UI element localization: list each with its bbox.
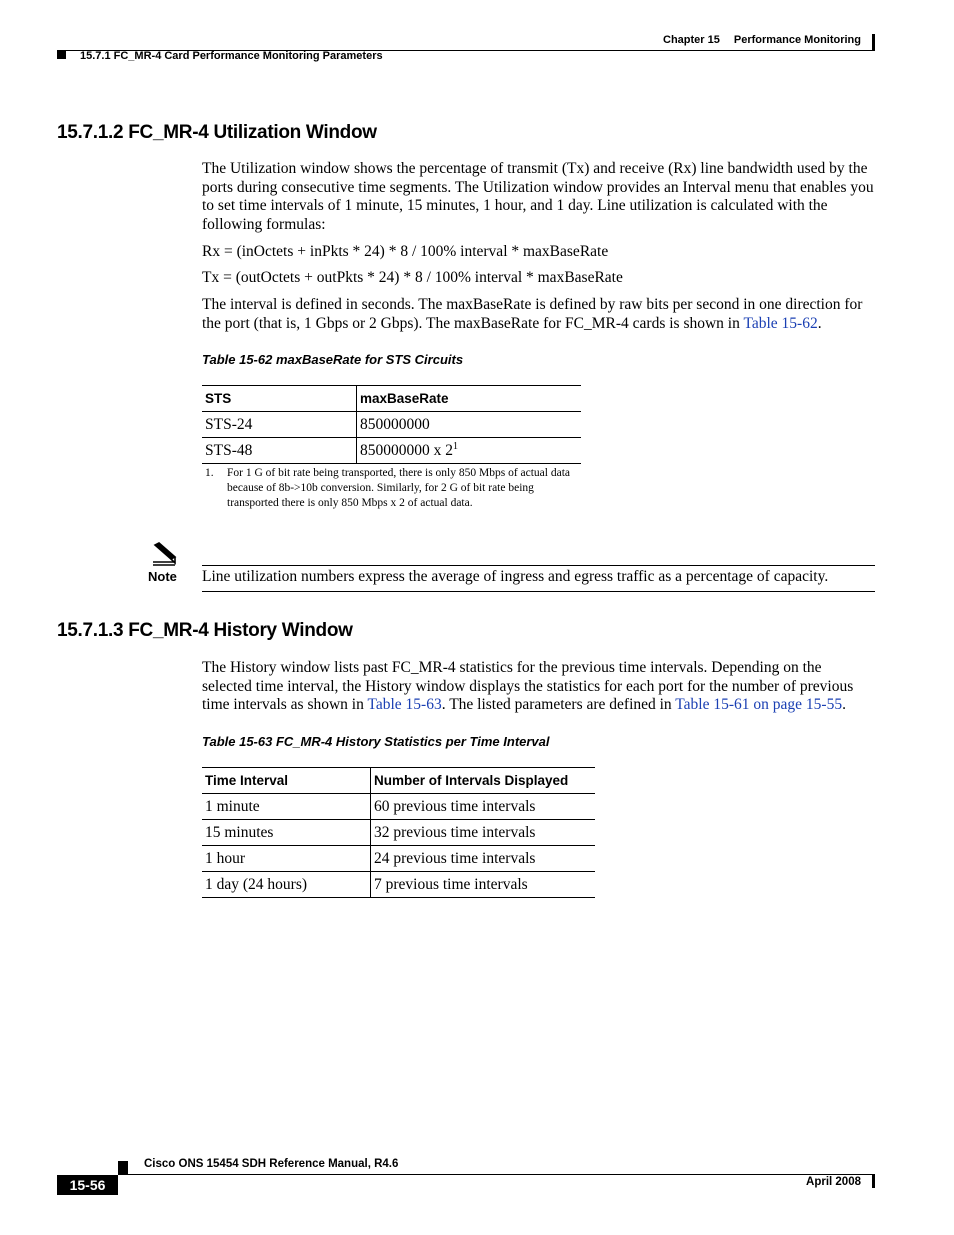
- table-cell: STS-48: [202, 438, 357, 464]
- table-cell: 60 previous time intervals: [371, 794, 596, 820]
- history-paragraph-end: .: [842, 696, 846, 714]
- chapter-title: Performance Monitoring: [733, 34, 861, 46]
- column-header: maxBaseRate: [357, 386, 582, 412]
- chapter-number: Chapter 15: [663, 34, 720, 46]
- table-cell: 7 previous time intervals: [371, 872, 596, 898]
- running-header-chapter: [663, 34, 861, 46]
- note-rule-top: [202, 565, 875, 566]
- table-cell: 32 previous time intervals: [371, 820, 596, 846]
- table-cell: 24 previous time intervals: [371, 846, 596, 872]
- table-15-63-link[interactable]: Table 15-63: [367, 696, 442, 714]
- table-row: [202, 794, 595, 820]
- column-header: Number of Intervals Displayed: [371, 768, 596, 794]
- table-62: [202, 385, 581, 464]
- pencil-icon: [150, 541, 178, 567]
- table-cell: STS-24: [202, 412, 357, 438]
- table-63-caption: Table 15-63 FC_MR-4 History Statistics per Time Interval: [202, 734, 550, 749]
- table-15-61-link[interactable]: Table 15-61 on page 15-55: [675, 696, 843, 714]
- interval-paragraph-end: .: [817, 314, 822, 332]
- header-marker: [57, 50, 66, 59]
- history-paragraph-mid: . The listed parameters are defined in: [441, 696, 676, 714]
- table-cell: 1 minute: [202, 794, 371, 820]
- history-paragraph: [202, 659, 874, 715]
- table-header-row: [202, 386, 581, 412]
- table-row: [202, 412, 581, 438]
- table-cell: [357, 438, 582, 464]
- interval-paragraph-text: The interval is defined in seconds. The maxBaseRate is defined by raw bits per second in one direction for the port (that is, 1 Gbps or 2 Gbps). The maxBaseRate for FC_MR-4 cards is shown in: [202, 296, 863, 332]
- formula-rx: Rx = (inOctets + inPkts * 24) * 8 / 100% interval * maxBaseRate: [202, 243, 609, 260]
- interval-paragraph: [202, 296, 874, 333]
- footer-date: April 2008: [806, 1176, 861, 1188]
- note-text: Line utilization numbers express the average of ingress and egress traffic as a percentage of capacity.: [202, 568, 829, 585]
- running-header-section: 15.7.1 FC_MR-4 Card Performance Monitoring Parameters: [80, 50, 383, 62]
- table-15-62-link[interactable]: Table 15-62: [743, 314, 818, 332]
- note-label: Note: [148, 569, 177, 584]
- section-heading-utilization: 15.7.1.2 FC_MR-4 Utilization Window: [57, 122, 377, 143]
- column-header: STS: [202, 386, 357, 412]
- footer-bar: [872, 1174, 875, 1188]
- table-cell: 1 day (24 hours): [202, 872, 371, 898]
- history-paragraph-text: The History window lists past FC_MR-4 statistics for the previous time intervals. Depending on the selected time interval, the History window displays the statistics for each port for the number of previous time intervals as shown in: [202, 659, 854, 714]
- table-row: [202, 438, 581, 464]
- footnote-text: For 1 G of bit rate being transported, there is only 850 Mbps of actual data because of 8b->10b conversion. Similarly, for 2 G of bit rate being transported there is only 850 Mbps x 2 of actual data.: [227, 467, 571, 509]
- footnote-reference: 1: [453, 440, 458, 452]
- table-62-caption: Table 15-62 maxBaseRate for STS Circuits: [202, 352, 464, 367]
- table-cell-value: 850000000 x 2: [360, 441, 453, 459]
- table-row: [202, 872, 595, 898]
- page-number: 15-56: [57, 1175, 118, 1195]
- table-63: [202, 767, 595, 898]
- footer-marker: [118, 1161, 128, 1174]
- footer-rule: [118, 1174, 875, 1175]
- table-cell: 1 hour: [202, 846, 371, 872]
- formula-tx: Tx = (outOctets + outPkts * 24) * 8 / 100% interval * maxBaseRate: [202, 269, 623, 286]
- section-heading-history: 15.7.1.3 FC_MR-4 History Window: [57, 620, 353, 641]
- table-header-row: [202, 768, 595, 794]
- table-cell: 850000000: [357, 412, 582, 438]
- table-cell: 15 minutes: [202, 820, 371, 846]
- footer-manual-title: Cisco ONS 15454 SDH Reference Manual, R4.6: [144, 1158, 399, 1170]
- column-header: Time Interval: [202, 768, 371, 794]
- table-row: [202, 846, 595, 872]
- note-rule-bottom: [202, 591, 875, 592]
- header-bar: [872, 34, 875, 51]
- table-footnote: [205, 466, 585, 511]
- table-row: [202, 820, 595, 846]
- footnote-number: 1.: [205, 467, 214, 479]
- utilization-paragraph: The Utilization window shows the percentage of transmit (Tx) and receive (Rx) line bandwidth used by the ports during consecutive time segments. The Utilization window provides an Interval menu that enables you to set time intervals of 1 minute, 15 minutes, 1 hour, and 1 day. Line utilization is calculated with the following formulas:: [202, 160, 874, 234]
